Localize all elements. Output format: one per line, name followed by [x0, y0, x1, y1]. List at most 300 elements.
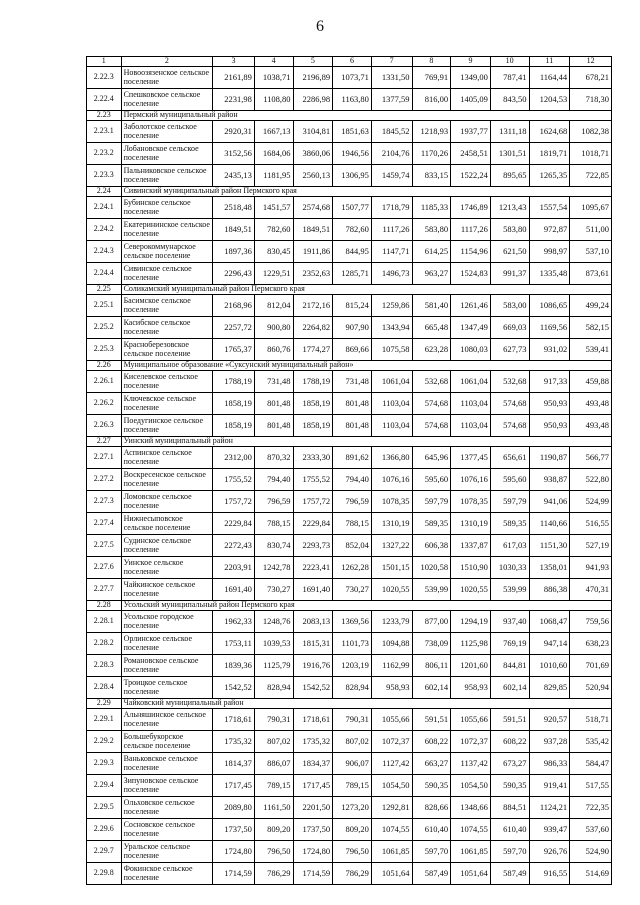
column-header: 4	[254, 57, 293, 67]
settlement-name: Северокоммунарское сельское поселение	[121, 241, 213, 263]
value-cell: 895,65	[490, 165, 529, 187]
value-cell: 801,48	[333, 415, 372, 437]
table-row	[87, 89, 612, 111]
value-cell: 1103,04	[371, 415, 412, 437]
table-row	[87, 863, 612, 885]
value-cell: 2168,96	[213, 295, 255, 317]
value-cell: 1737,50	[293, 819, 333, 841]
value-cell: 972,87	[529, 219, 570, 241]
value-cell: 991,37	[490, 263, 529, 285]
value-cell: 2223,41	[293, 557, 333, 579]
value-cell: 1735,32	[293, 731, 333, 753]
value-cell: 1078,35	[451, 491, 491, 513]
value-cell: 597,79	[490, 491, 529, 513]
value-cell: 2083,13	[293, 611, 333, 633]
value-cell: 1204,53	[529, 89, 570, 111]
value-cell: 782,60	[254, 219, 293, 241]
value-cell: 801,48	[333, 393, 372, 415]
table-row	[87, 775, 612, 797]
value-cell: 963,27	[412, 263, 451, 285]
settlement-name: Ломовское сельское поселение	[121, 491, 213, 513]
value-cell: 1229,51	[254, 263, 293, 285]
settlement-name: Ключевское сельское поселение	[121, 393, 213, 415]
value-cell: 1072,37	[371, 731, 412, 753]
value-cell: 1072,37	[451, 731, 491, 753]
value-cell: 1310,19	[371, 513, 412, 535]
value-cell: 1242,78	[254, 557, 293, 579]
settlement-name: Воскресенское сельское поселение	[121, 469, 213, 491]
section-header-row	[87, 361, 612, 371]
value-cell: 493,48	[570, 393, 612, 415]
settlement-name: Фокинское сельское поселение	[121, 863, 213, 885]
value-cell: 614,25	[412, 241, 451, 263]
value-cell: 1054,50	[371, 775, 412, 797]
section-code: 2.27	[87, 437, 122, 447]
value-cell: 1018,71	[570, 143, 612, 165]
value-cell: 1735,32	[213, 731, 255, 753]
value-cell: 645,96	[412, 447, 451, 469]
value-cell: 1076,16	[451, 469, 491, 491]
value-cell: 2257,72	[213, 317, 255, 339]
value-cell: 816,00	[412, 89, 451, 111]
value-cell: 833,15	[412, 165, 451, 187]
value-cell: 1061,04	[371, 371, 412, 393]
value-cell: 998,97	[529, 241, 570, 263]
value-cell: 1897,36	[213, 241, 255, 263]
value-cell: 517,55	[570, 775, 612, 797]
table-row	[87, 469, 612, 491]
row-code: 2.23.3	[87, 165, 122, 187]
table-row	[87, 197, 612, 219]
value-cell: 790,31	[333, 709, 372, 731]
value-cell: 1337,87	[451, 535, 491, 557]
settlement-name: Чайкинское сельское поселение	[121, 579, 213, 601]
row-code: 2.25.1	[87, 295, 122, 317]
value-cell: 663,27	[412, 753, 451, 775]
table-row	[87, 731, 612, 753]
value-cell: 1962,33	[213, 611, 255, 633]
value-cell: 920,57	[529, 709, 570, 731]
value-cell: 1248,76	[254, 611, 293, 633]
value-cell: 1101,73	[333, 633, 372, 655]
value-cell: 1055,66	[371, 709, 412, 731]
table-row	[87, 67, 612, 89]
value-cell: 796,59	[254, 491, 293, 513]
row-code: 2.22.4	[87, 89, 122, 111]
settlement-name: Красноберезовское сельское поселение	[121, 339, 213, 361]
value-cell: 1020,55	[371, 579, 412, 601]
row-code: 2.28.3	[87, 655, 122, 677]
settlement-name: Бубинское сельское поселение	[121, 197, 213, 219]
section-header-row	[87, 601, 612, 611]
row-code: 2.22.3	[87, 67, 122, 89]
value-cell: 1347,49	[451, 317, 491, 339]
value-cell: 1055,66	[451, 709, 491, 731]
table-row	[87, 371, 612, 393]
value-cell: 1667,13	[254, 121, 293, 143]
value-cell: 1496,73	[371, 263, 412, 285]
value-cell: 584,47	[570, 753, 612, 775]
value-cell: 1190,87	[529, 447, 570, 469]
column-header: 9	[451, 57, 491, 67]
value-cell: 581,40	[412, 295, 451, 317]
value-cell: 608,22	[490, 731, 529, 753]
settlement-name: Ваньковское сельское поселение	[121, 753, 213, 775]
value-cell: 2272,43	[213, 535, 255, 557]
value-cell: 1522,24	[451, 165, 491, 187]
row-code: 2.27.2	[87, 469, 122, 491]
value-cell: 1075,58	[371, 339, 412, 361]
value-cell: 1788,19	[213, 371, 255, 393]
value-cell: 589,35	[490, 513, 529, 535]
table-row	[87, 841, 612, 863]
value-cell: 900,80	[254, 317, 293, 339]
value-cell: 537,60	[570, 819, 612, 841]
value-cell: 591,51	[412, 709, 451, 731]
settlement-name: Орлинское сельское поселение	[121, 633, 213, 655]
value-cell: 1213,43	[490, 197, 529, 219]
table-body	[87, 57, 612, 885]
value-cell: 524,90	[570, 841, 612, 863]
section-code: 2.28	[87, 601, 122, 611]
value-cell: 511,00	[570, 219, 612, 241]
value-cell: 1858,19	[213, 393, 255, 415]
row-code: 2.24.2	[87, 219, 122, 241]
value-cell: 828,94	[254, 677, 293, 699]
table-row	[87, 339, 612, 361]
value-cell: 947,14	[529, 633, 570, 655]
value-cell: 1117,26	[371, 219, 412, 241]
value-cell: 2333,30	[293, 447, 333, 469]
row-code: 2.27.7	[87, 579, 122, 601]
value-cell: 1124,21	[529, 797, 570, 819]
settlement-name: Романовское сельское поселение	[121, 655, 213, 677]
value-cell: 656,61	[490, 447, 529, 469]
value-cell: 1010,60	[529, 655, 570, 677]
value-cell: 1724,80	[293, 841, 333, 863]
value-cell: 852,04	[333, 535, 372, 557]
value-cell: 606,38	[412, 535, 451, 557]
value-cell: 535,42	[570, 731, 612, 753]
value-cell: 1510,90	[451, 557, 491, 579]
table-row	[87, 415, 612, 437]
value-cell: 2089,80	[213, 797, 255, 819]
value-cell: 2229,84	[293, 513, 333, 535]
value-cell: 1814,37	[213, 753, 255, 775]
settlement-name: Уральское сельское поселение	[121, 841, 213, 863]
value-cell: 2920,31	[213, 121, 255, 143]
table-row	[87, 753, 612, 775]
settlement-name: Лобановское сельское поселение	[121, 143, 213, 165]
value-cell: 2435,13	[213, 165, 255, 187]
value-cell: 1137,42	[451, 753, 491, 775]
value-cell: 1038,71	[254, 67, 293, 89]
value-cell: 566,77	[570, 447, 612, 469]
value-cell: 794,40	[333, 469, 372, 491]
value-cell: 1117,26	[451, 219, 491, 241]
table-row	[87, 393, 612, 415]
value-cell: 1349,00	[451, 67, 491, 89]
value-cell: 877,00	[412, 611, 451, 633]
value-cell: 1369,56	[333, 611, 372, 633]
value-cell: 459,88	[570, 371, 612, 393]
value-cell: 524,99	[570, 491, 612, 513]
table-row	[87, 633, 612, 655]
value-cell: 1343,94	[371, 317, 412, 339]
value-cell: 1819,71	[529, 143, 570, 165]
value-cell: 1377,59	[371, 89, 412, 111]
row-code: 2.24.3	[87, 241, 122, 263]
value-cell: 1755,52	[293, 469, 333, 491]
settlement-name: Судинское сельское поселение	[121, 535, 213, 557]
value-cell: 950,93	[529, 393, 570, 415]
settlement-name: Спешковское сельское поселение	[121, 89, 213, 111]
value-cell: 539,99	[490, 579, 529, 601]
section-code: 2.26	[87, 361, 122, 371]
value-cell: 938,87	[529, 469, 570, 491]
value-cell: 919,41	[529, 775, 570, 797]
value-cell: 926,76	[529, 841, 570, 863]
value-cell: 1717,45	[293, 775, 333, 797]
row-code: 2.29.4	[87, 775, 122, 797]
value-cell: 916,55	[529, 863, 570, 885]
value-cell: 522,80	[570, 469, 612, 491]
value-cell: 587,49	[412, 863, 451, 885]
value-cell: 815,24	[333, 295, 372, 317]
value-cell: 1147,71	[371, 241, 412, 263]
value-cell: 1030,33	[490, 557, 529, 579]
table-row	[87, 611, 612, 633]
table-row	[87, 677, 612, 699]
value-cell: 1849,51	[213, 219, 255, 241]
value-cell: 1301,51	[490, 143, 529, 165]
value-cell: 1103,04	[371, 393, 412, 415]
value-cell: 610,40	[490, 819, 529, 841]
table-row	[87, 535, 612, 557]
row-code: 2.26.1	[87, 371, 122, 393]
value-cell: 731,48	[333, 371, 372, 393]
value-cell: 2229,84	[213, 513, 255, 535]
value-cell: 1185,33	[412, 197, 451, 219]
value-cell: 1746,89	[451, 197, 491, 219]
value-cell: 678,21	[570, 67, 612, 89]
value-cell: 638,23	[570, 633, 612, 655]
value-cell: 873,61	[570, 263, 612, 285]
value-cell: 828,66	[412, 797, 451, 819]
row-code: 2.29.8	[87, 863, 122, 885]
value-cell: 574,68	[412, 393, 451, 415]
table-row	[87, 241, 612, 263]
row-code: 2.27.6	[87, 557, 122, 579]
value-cell: 950,93	[529, 415, 570, 437]
value-cell: 1154,96	[451, 241, 491, 263]
value-cell: 1757,72	[213, 491, 255, 513]
value-cell: 1557,54	[529, 197, 570, 219]
table-row	[87, 797, 612, 819]
value-cell: 722,85	[570, 165, 612, 187]
value-cell: 1718,79	[371, 197, 412, 219]
value-cell: 1265,35	[529, 165, 570, 187]
section-header-row	[87, 285, 612, 295]
value-cell: 1858,19	[293, 415, 333, 437]
value-cell: 1755,52	[213, 469, 255, 491]
value-cell: 759,56	[570, 611, 612, 633]
value-cell: 1262,28	[333, 557, 372, 579]
value-cell: 1524,83	[451, 263, 491, 285]
value-cell: 1273,20	[333, 797, 372, 819]
value-cell: 1724,80	[213, 841, 255, 863]
value-cell: 941,93	[570, 557, 612, 579]
settlement-name: Касибское сельское поселение	[121, 317, 213, 339]
value-cell: 1086,65	[529, 295, 570, 317]
value-cell: 1718,61	[293, 709, 333, 731]
value-cell: 1261,46	[451, 295, 491, 317]
settlement-name: Зипуновское сельское поселение	[121, 775, 213, 797]
value-cell: 1937,77	[451, 121, 491, 143]
value-cell: 891,62	[333, 447, 372, 469]
row-code: 2.29.1	[87, 709, 122, 731]
value-cell: 1103,04	[451, 415, 491, 437]
table-row	[87, 579, 612, 601]
value-cell: 1108,80	[254, 89, 293, 111]
value-cell: 886,07	[254, 753, 293, 775]
section-title: Усольский муниципальный район Пермского края	[121, 601, 611, 611]
section-code: 2.25	[87, 285, 122, 295]
value-cell: 1849,51	[293, 219, 333, 241]
value-cell: 1691,40	[213, 579, 255, 601]
settlement-name: Альняшинское сельское поселение	[121, 709, 213, 731]
value-cell: 807,02	[333, 731, 372, 753]
settlement-name: Новоозязенское сельское поселение	[121, 67, 213, 89]
value-cell: 2293,73	[293, 535, 333, 557]
table-row	[87, 447, 612, 469]
value-cell: 1051,64	[451, 863, 491, 885]
value-cell: 1218,93	[412, 121, 451, 143]
value-cell: 2574,68	[293, 197, 333, 219]
value-cell: 1294,19	[451, 611, 491, 633]
value-cell: 518,71	[570, 709, 612, 731]
table-row	[87, 295, 612, 317]
table-row	[87, 121, 612, 143]
value-cell: 1170,26	[412, 143, 451, 165]
value-cell: 627,73	[490, 339, 529, 361]
row-code: 2.27.4	[87, 513, 122, 535]
value-cell: 869,66	[333, 339, 372, 361]
value-cell: 1684,06	[254, 143, 293, 165]
value-cell: 623,28	[412, 339, 451, 361]
value-cell: 2518,48	[213, 197, 255, 219]
value-cell: 937,40	[490, 611, 529, 633]
value-cell: 730,27	[333, 579, 372, 601]
value-cell: 1164,44	[529, 67, 570, 89]
value-cell: 1073,71	[333, 67, 372, 89]
settlement-name: Поедугинское сельское поселение	[121, 415, 213, 437]
value-cell: 2264,82	[293, 317, 333, 339]
value-cell: 1127,42	[371, 753, 412, 775]
value-cell: 1054,50	[451, 775, 491, 797]
section-title: Муниципальное образование «Суксунский муниципальный район»	[121, 361, 611, 371]
settlement-name: Басимское сельское поселение	[121, 295, 213, 317]
value-cell: 1074,55	[451, 819, 491, 841]
value-cell: 595,60	[412, 469, 451, 491]
section-header-row	[87, 187, 612, 197]
table-row	[87, 317, 612, 339]
settlement-name: Уинское сельское поселение	[121, 557, 213, 579]
section-header-row	[87, 437, 612, 447]
value-cell: 939,47	[529, 819, 570, 841]
settlement-name: Усольское городское поселение	[121, 611, 213, 633]
value-cell: 1020,55	[451, 579, 491, 601]
value-cell: 1094,88	[371, 633, 412, 655]
value-cell: 731,48	[254, 371, 293, 393]
value-cell: 583,00	[490, 295, 529, 317]
value-cell: 1061,04	[451, 371, 491, 393]
value-cell: 769,91	[412, 67, 451, 89]
value-cell: 1233,79	[371, 611, 412, 633]
value-cell: 527,19	[570, 535, 612, 557]
value-cell: 796,50	[254, 841, 293, 863]
section-title: Соликамский муниципальный район Пермского края	[121, 285, 611, 295]
value-cell: 829,85	[529, 677, 570, 699]
value-cell: 590,35	[490, 775, 529, 797]
section-header-row	[87, 111, 612, 121]
value-cell: 738,09	[412, 633, 451, 655]
value-cell: 917,33	[529, 371, 570, 393]
value-cell: 701,69	[570, 655, 612, 677]
value-cell: 809,20	[333, 819, 372, 841]
value-cell: 1306,95	[333, 165, 372, 187]
value-cell: 1201,60	[451, 655, 491, 677]
value-cell: 539,41	[570, 339, 612, 361]
value-cell: 2104,76	[371, 143, 412, 165]
value-cell: 788,15	[254, 513, 293, 535]
row-code: 2.26.2	[87, 393, 122, 415]
value-cell: 1911,86	[293, 241, 333, 263]
value-cell: 1203,19	[333, 655, 372, 677]
column-number-header-row	[87, 57, 612, 67]
row-code: 2.29.6	[87, 819, 122, 841]
value-cell: 2312,00	[213, 447, 255, 469]
value-cell: 941,06	[529, 491, 570, 513]
value-cell: 516,55	[570, 513, 612, 535]
value-cell: 730,27	[254, 579, 293, 601]
value-cell: 597,70	[412, 841, 451, 863]
settlement-name: Аспинское сельское поселение	[121, 447, 213, 469]
value-cell: 583,80	[412, 219, 451, 241]
value-cell: 532,68	[412, 371, 451, 393]
section-title: Чайковский муниципальный район	[121, 699, 611, 709]
value-cell: 3104,81	[293, 121, 333, 143]
row-code: 2.27.5	[87, 535, 122, 557]
value-cell: 796,59	[333, 491, 372, 513]
value-cell: 1851,63	[333, 121, 372, 143]
settlement-name: Екатерининское сельское поселение	[121, 219, 213, 241]
value-cell: 1061,85	[451, 841, 491, 863]
value-cell: 789,15	[333, 775, 372, 797]
value-cell: 1366,80	[371, 447, 412, 469]
settlement-name: Большебукорское сельское поселение	[121, 731, 213, 753]
column-header: 2	[121, 57, 213, 67]
column-header: 3	[213, 57, 255, 67]
column-header: 6	[333, 57, 372, 67]
column-header: 8	[412, 57, 451, 67]
value-cell: 1358,01	[529, 557, 570, 579]
value-cell: 1078,35	[371, 491, 412, 513]
table-row	[87, 143, 612, 165]
value-cell: 2296,43	[213, 263, 255, 285]
value-cell: 1061,85	[371, 841, 412, 863]
value-cell: 602,14	[412, 677, 451, 699]
